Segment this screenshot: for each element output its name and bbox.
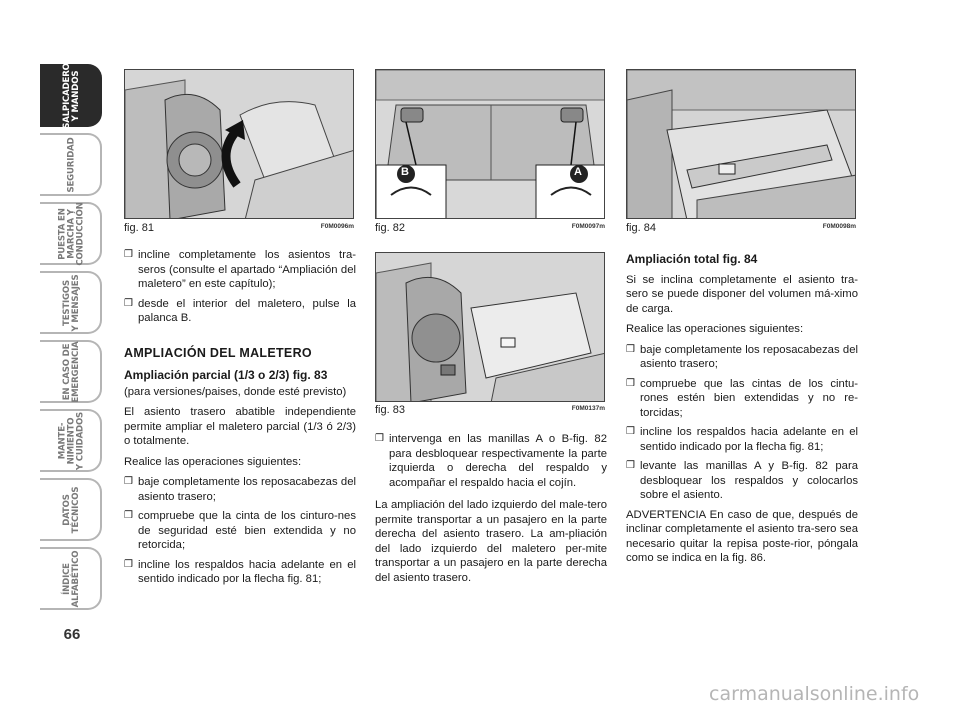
checkbox-icon: ❒ bbox=[626, 460, 635, 471]
paragraph: (para versiones/paises, donde esté previsto) bbox=[124, 385, 347, 398]
figure-84-image bbox=[626, 69, 856, 219]
checkbox-icon: ❒ bbox=[375, 433, 384, 444]
checkbox-icon: ❒ bbox=[626, 343, 635, 355]
checkbox-icon: ❒ bbox=[124, 476, 133, 487]
tab-label: DATOS TÉCNICOS bbox=[62, 486, 81, 534]
marker-a-label: A bbox=[574, 166, 582, 178]
list-item: ❒ levante las manillas A y B-fig. 82 para desbloquear los respaldos y colocarlos sobre el asiento. bbox=[626, 460, 858, 501]
tab-label: MANTE- NIMIENTO Y CUIDADOS bbox=[57, 411, 86, 471]
list-item: ❒ incline los respaldos hacia adelante en el sentido indicado por la flecha fig. 81; bbox=[124, 558, 356, 585]
tab-salpicadero[interactable] bbox=[40, 64, 102, 127]
checkbox-icon: ❒ bbox=[626, 377, 635, 389]
figure-label: fig. 83 bbox=[375, 404, 405, 416]
marker-b-label: B bbox=[401, 166, 409, 178]
tab-label: SALPICADERO Y MANDOS bbox=[62, 63, 81, 129]
subsection-title: Ampliación total fig. 84 bbox=[626, 252, 758, 266]
text-column-2 bbox=[375, 432, 607, 591]
figure-81-caption bbox=[124, 222, 354, 234]
paragraph: Realice las operaciones siguientes: bbox=[626, 323, 804, 335]
tab-mantenimiento[interactable] bbox=[40, 409, 102, 472]
paragraph: La ampliación del lado izquierdo del male-tero permite transportar a un pasajero en la parte derecha del asiento trasero. La am-pliación del lado izquierdo del maletero per-mite transportar a un pasajero en la parte derecha del asiento trasero. bbox=[375, 499, 607, 584]
page-number: 66 bbox=[63, 626, 81, 643]
figure-code: F0M0096m bbox=[320, 223, 354, 230]
list-item: ❒ intervenga en las manillas A o B-fig. 82 para desbloquear respectivamente la parte izquierda o derecha del respaldo y acompañar el respaldo hacia el cojín. bbox=[375, 433, 607, 489]
paragraph: Realice las operaciones siguientes: bbox=[124, 455, 302, 468]
paragraph: ADVERTENCIA En caso de que, después de inclinar completamente el asiento tra-sero sea necesario quitar la repisa poste-rior, póngala como se indica en la fig. 86. bbox=[626, 508, 858, 564]
figure-83-caption bbox=[375, 404, 605, 416]
tab-seguridad[interactable] bbox=[40, 133, 102, 196]
figure-83-image bbox=[375, 252, 605, 402]
figure-label: fig. 82 bbox=[375, 222, 405, 234]
tab-label: SEGURIDAD bbox=[66, 137, 77, 193]
checkbox-icon: ❒ bbox=[124, 297, 133, 309]
tab-indice[interactable] bbox=[40, 547, 102, 610]
subsection-title: Ampliación parcial (1/3 o 2/3) fig. 83 bbox=[124, 368, 328, 382]
tab-testigos[interactable] bbox=[40, 271, 102, 334]
list-item: ❒ baje completamente los reposacabezas del asiento trasero; bbox=[626, 343, 858, 370]
figure-81-image bbox=[124, 69, 354, 219]
figure-82-image bbox=[375, 69, 605, 219]
list-item: ❒ incline los respaldos hacia adelante en el sentido indicado por la flecha fig. 81; bbox=[626, 426, 858, 453]
paragraph: Si se inclina completamente el asiento tra-sero se puede disponer del volumen má-ximo de carga. bbox=[626, 273, 858, 315]
tab-emergencia[interactable] bbox=[40, 340, 102, 403]
list-item: ❒ incline completamente los asientos tra-seros (consulte el apartado “Ampliación del maletero” en este capítulo); bbox=[124, 249, 356, 290]
tab-label: TESTIGOS Y MENSAJES bbox=[62, 274, 81, 332]
figure-label: fig. 81 bbox=[124, 222, 154, 234]
figure-84-caption bbox=[626, 222, 856, 234]
tab-label: ÍNDICE ALFABÉTICO bbox=[62, 550, 81, 608]
paragraph: El asiento trasero abatible independiente permite ampliar el maletero parcial (1/3 ó 2/3) o totalmente. bbox=[124, 406, 356, 447]
figure-82-caption bbox=[375, 222, 605, 234]
tab-label: EN CASO DE EMERGENCIA bbox=[62, 341, 81, 403]
list-item: ❒ compruebe que las cintas de los cintu-rones estén bien extendidas y no re-torcidas; bbox=[626, 377, 858, 419]
tab-label: PUESTA EN MARCHA Y CONDUCCIÓN bbox=[57, 202, 86, 266]
text-column-1 bbox=[124, 248, 356, 592]
checkbox-icon: ❒ bbox=[124, 249, 133, 260]
figure-code: F0M0097m bbox=[571, 223, 605, 230]
checkbox-icon: ❒ bbox=[626, 426, 635, 437]
checkbox-icon: ❒ bbox=[124, 510, 133, 521]
tab-puesta-en-marcha[interactable] bbox=[40, 202, 102, 265]
checkbox-icon: ❒ bbox=[124, 558, 133, 570]
tab-datos-tecnicos[interactable] bbox=[40, 478, 102, 541]
section-title: AMPLIACIÓN DEL MALETERO bbox=[124, 345, 312, 360]
list-item: ❒ baje completamente los reposacabezas del asiento trasero; bbox=[124, 476, 356, 503]
figure-code: F0M0098m bbox=[822, 223, 856, 230]
list-item: ❒ compruebe que la cinta de los cinturo-nes de seguridad esté bien extendida y no retorcida; bbox=[124, 510, 356, 551]
list-item: ❒ desde el interior del maletero, pulse la palanca B. bbox=[124, 297, 356, 324]
figure-label: fig. 84 bbox=[626, 222, 656, 234]
figure-code: F0M0137m bbox=[571, 405, 605, 412]
text-column-3 bbox=[626, 252, 858, 572]
watermark: carmanualsonline.info bbox=[709, 683, 920, 705]
